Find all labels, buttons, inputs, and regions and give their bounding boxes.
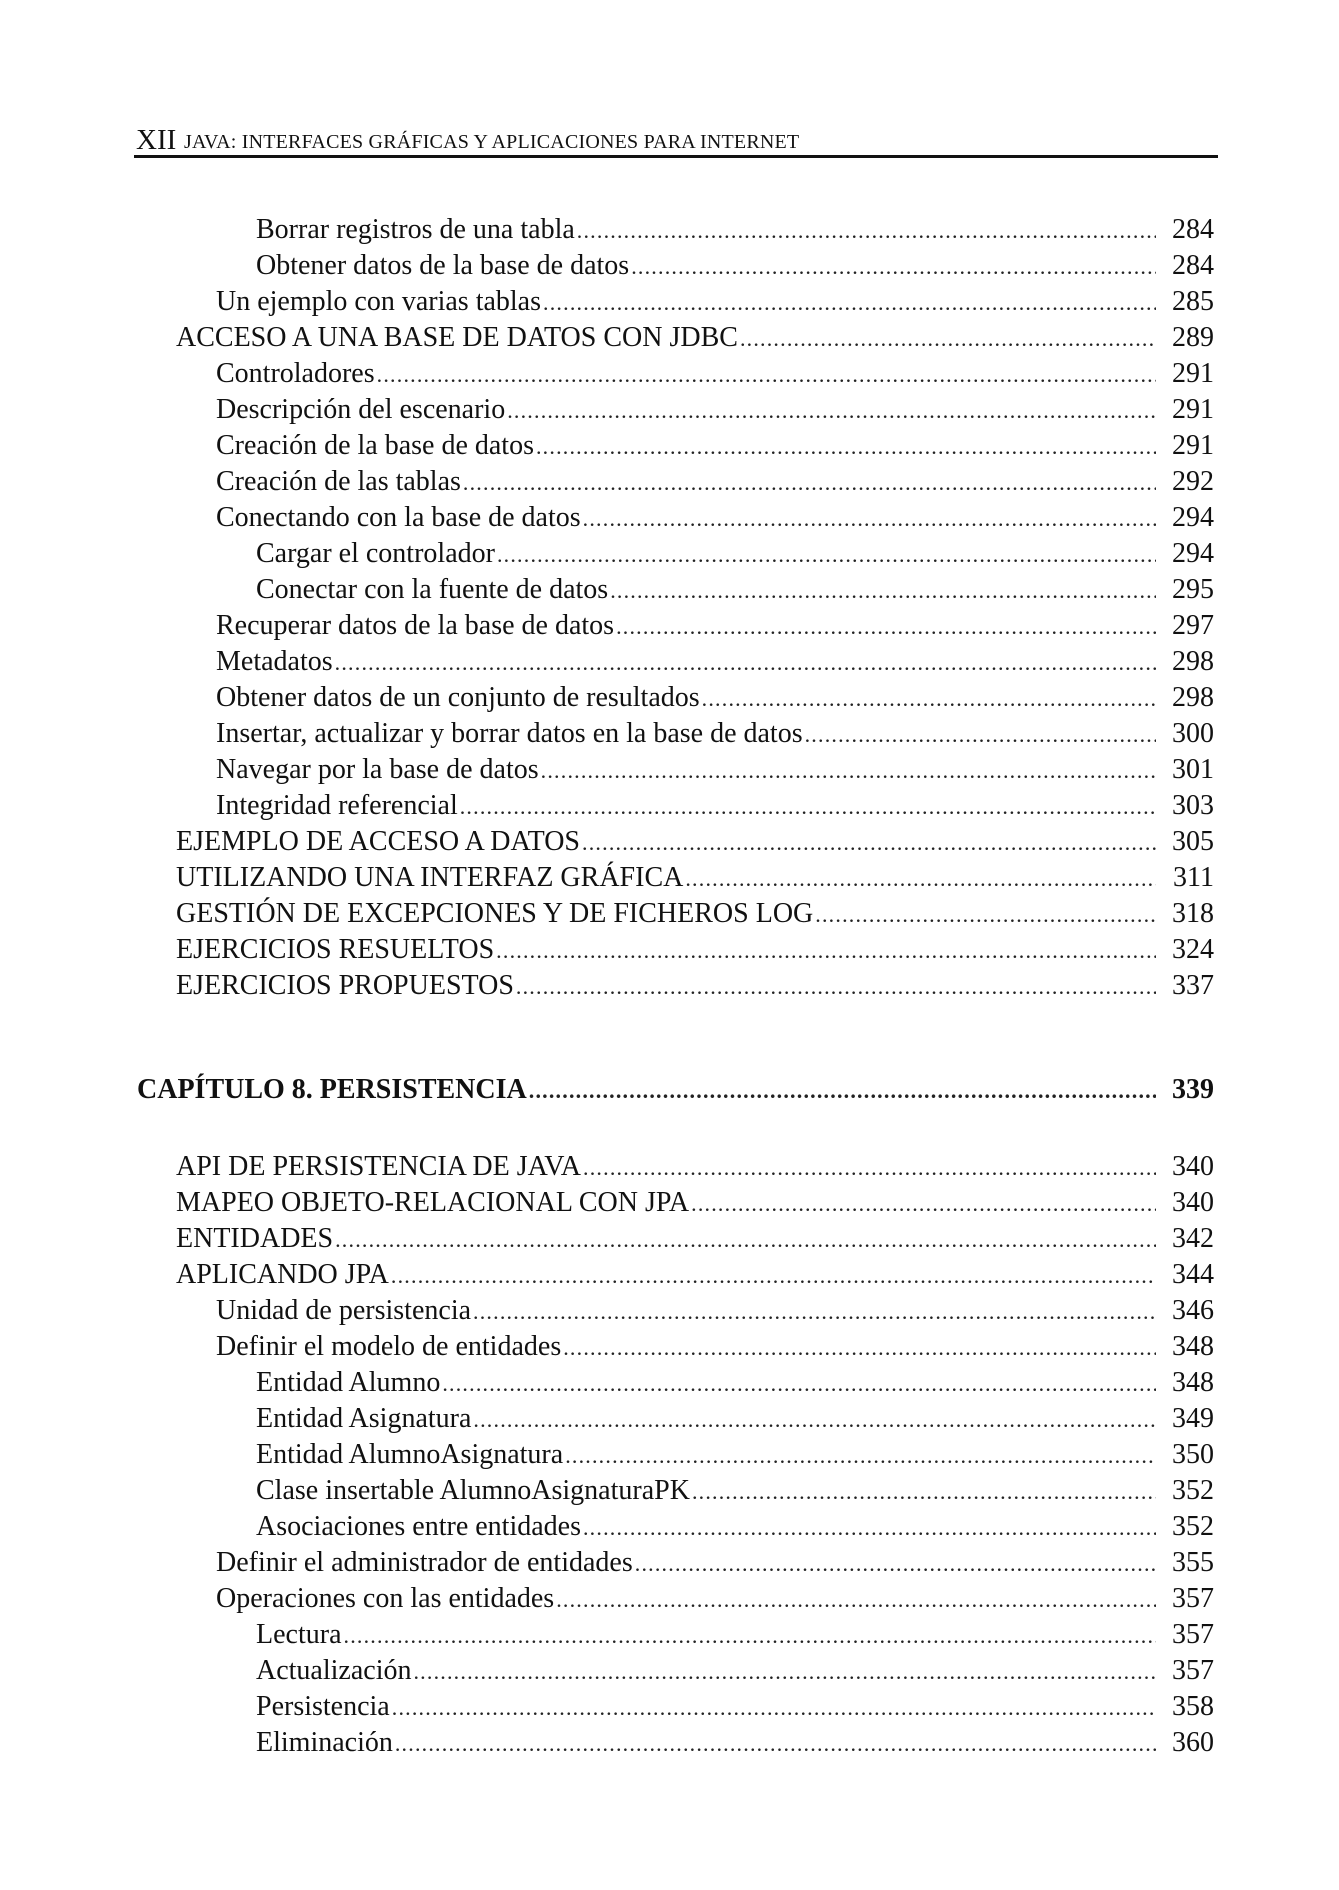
toc-entry-title: Conectar con la fuente de datos [256,574,609,605]
toc-entry-page: 292 [1172,466,1214,497]
dot-leader [577,213,1156,249]
toc-entry-page: 357 [1172,1655,1214,1686]
toc-entry-page: 358 [1172,1691,1214,1722]
toc-entry [176,1149,1214,1185]
dot-leader [536,429,1156,465]
toc-entry-page: 303 [1172,790,1214,821]
toc-entry [216,1545,1214,1581]
toc-entry-title: Metadatos [216,646,333,677]
toc-entry [216,284,1214,320]
page-number: XII [136,124,177,156]
toc-entry [176,896,1214,932]
toc-entry [216,500,1214,536]
dot-leader [563,1330,1156,1366]
toc-entry-title: Obtener datos de la base de datos [256,250,630,281]
toc-entry-title: Descripción del escenario [216,394,506,425]
toc-entry-page: 352 [1172,1475,1214,1506]
toc-entry-title: EJERCICIOS PROPUESTOS [176,970,514,1001]
toc-entry [216,1329,1214,1365]
toc-entry [256,1509,1214,1545]
toc-entry [216,716,1214,752]
toc-entry-page: 289 [1172,322,1214,353]
toc-entry-title: Navegar por la base de datos [216,754,539,785]
dot-leader [395,1726,1156,1762]
toc-entry-page: 291 [1172,394,1214,425]
toc-entry-title: Integridad referencial [216,790,458,821]
toc-entry-page: 291 [1172,358,1214,389]
toc-entry [216,752,1214,788]
toc-entry-title: Obtener datos de un conjunto de resultados [216,682,700,713]
toc-entry [176,932,1214,968]
toc-chapter-entry [137,1072,1214,1108]
toc-entry-page: 285 [1172,286,1214,317]
toc-entry-title: UTILIZANDO UNA INTERFAZ GRÁFICA [176,862,684,893]
toc-entry [216,788,1214,824]
dot-leader [692,1474,1156,1510]
toc-entry-page: 346 [1172,1295,1214,1326]
dot-leader [391,1258,1156,1294]
toc-entry [176,860,1214,896]
toc-entry [256,212,1214,248]
dot-leader [583,501,1156,537]
dot-leader [335,645,1156,681]
toc-entry-page: 352 [1172,1511,1214,1542]
toc-entry [216,608,1214,644]
toc-entry-title: Un ejemplo con varias tablas [216,286,542,317]
toc-entry [216,680,1214,716]
toc-entry-title: Definir el administrador de entidades [216,1547,633,1578]
toc-entry-title: Eliminación [256,1727,393,1758]
toc-entry-page: 284 [1172,250,1214,281]
dot-leader [344,1618,1157,1654]
toc-entry-title: Conectando con la base de datos [216,502,581,533]
toc-entry-page: 348 [1172,1367,1214,1398]
dot-leader [442,1366,1156,1402]
toc-entry-title: EJERCICIOS RESUELTOS [176,934,495,965]
dot-leader [582,825,1156,861]
dot-leader [529,1073,1156,1109]
toc-entry [176,1257,1214,1293]
dot-leader [691,1186,1156,1222]
toc-entry-title: Cargar el controlador [256,538,495,569]
toc-entry [176,320,1214,356]
toc-entry-page: 291 [1172,430,1214,461]
toc-entry-title: Operaciones con las entidades [216,1583,555,1614]
toc-entry [216,1581,1214,1617]
toc-entry-title: Recuperar datos de la base de datos [216,610,615,641]
toc-entry-title: Insertar, actualizar y borrar datos en la base de datos [216,718,803,749]
toc-entry-page: 340 [1172,1187,1214,1218]
toc-entry [256,1725,1214,1761]
dot-leader [543,285,1156,321]
toc-entry-title: CAPÍTULO 8. PERSISTENCIA [137,1074,527,1105]
toc-entry [256,1689,1214,1725]
toc-entry-page: 298 [1172,646,1214,677]
toc-entry-page: 294 [1172,538,1214,569]
toc-entry [216,644,1214,680]
toc-entry [256,248,1214,284]
toc-entry [256,1617,1214,1653]
dot-leader [413,1654,1156,1690]
dot-leader [583,1510,1156,1546]
toc-entry-page: 298 [1172,682,1214,713]
toc-entry-title: EJEMPLO DE ACCESO A DATOS [176,826,581,857]
toc-entry [256,1401,1214,1437]
toc-entry-title: ENTIDADES [176,1223,334,1254]
toc-entry-title: Entidad Asignatura [256,1403,472,1434]
toc-entry [176,968,1214,1004]
dot-leader [507,393,1156,429]
dot-leader [473,1402,1156,1438]
dot-leader [497,537,1156,573]
toc-entry [216,392,1214,428]
dot-leader [635,1546,1156,1582]
toc-entry-page: 297 [1172,610,1214,641]
dot-leader [815,897,1156,933]
dot-leader [616,609,1156,645]
toc-entry-title: GESTIÓN DE EXCEPCIONES Y DE FICHEROS LOG [176,898,814,929]
dot-leader [565,1438,1156,1474]
dot-leader [702,681,1156,717]
dot-leader [496,933,1156,969]
toc-entry [256,1437,1214,1473]
toc-entry-page: 360 [1172,1727,1214,1758]
dot-leader [473,1294,1156,1330]
toc-entry-page: 340 [1172,1151,1214,1182]
toc-entry-title: Creación de la base de datos [216,430,534,461]
dot-leader [610,573,1156,609]
toc-entry-page: 337 [1172,970,1214,1001]
toc-entry-page: 339 [1172,1074,1214,1105]
toc-entry-title: Definir el modelo de entidades [216,1331,562,1362]
toc-entry-page: 305 [1172,826,1214,857]
dot-leader [377,357,1156,393]
toc-entry-title: Borrar registros de una tabla [256,214,575,245]
dot-leader [541,753,1156,789]
dot-leader [516,969,1156,1005]
toc-entry-title: MAPEO OBJETO-RELACIONAL CON JPA [176,1187,690,1218]
toc-entry-title: API DE PERSISTENCIA DE JAVA [176,1151,582,1182]
toc-entry-page: 344 [1172,1259,1214,1290]
toc-entry-page: 311 [1173,862,1214,893]
dot-leader [556,1582,1156,1618]
toc-entry-page: 350 [1172,1439,1214,1470]
dot-leader [631,249,1156,285]
toc-entry [176,824,1214,860]
toc-entry [256,572,1214,608]
running-header [134,118,1218,158]
toc-entry-title: Persistencia [256,1691,390,1722]
toc-entry-title: Actualización [256,1655,412,1686]
toc-entry-page: 294 [1172,502,1214,533]
toc-entry-title: Creación de las tablas [216,466,461,497]
toc-entry [216,464,1214,500]
toc-entry [216,1293,1214,1329]
toc-entry-title: Entidad AlumnoAsignatura [256,1439,564,1470]
toc-entry [176,1185,1214,1221]
toc-entry-title: Controladores [216,358,375,389]
dot-leader [335,1222,1156,1258]
toc-entry-title: Asociaciones entre entidades [256,1511,581,1542]
toc-entry-page: 357 [1172,1619,1214,1650]
toc-entry-title: APLICANDO JPA [176,1259,389,1290]
toc-entry-page: 301 [1172,754,1214,785]
toc-entry-page: 284 [1172,214,1214,245]
toc-entry-page: 324 [1172,934,1214,965]
toc-entry-page: 357 [1172,1583,1214,1614]
dot-leader [392,1690,1156,1726]
toc-entry [256,1473,1214,1509]
dot-leader [805,717,1156,753]
dot-leader [740,321,1156,357]
toc-entry [256,1365,1214,1401]
book-title: JAVA: INTERFACES GRÁFICAS Y APLICACIONES PARA INTERNET [184,131,800,153]
toc-entry-title: ACCESO A UNA BASE DE DATOS CON JDBC [176,322,738,353]
toc-entry [216,428,1214,464]
toc-entry [216,356,1214,392]
toc-entry-page: 355 [1172,1547,1214,1578]
toc-entry-page: 349 [1172,1403,1214,1434]
dot-leader [463,465,1156,501]
toc-entry-title: Entidad Alumno [256,1367,441,1398]
toc-entry [256,1653,1214,1689]
toc-entry-title: Clase insertable AlumnoAsignaturaPK [256,1475,690,1506]
toc-entry [256,536,1214,572]
toc-entry [176,1221,1214,1257]
dot-leader [685,861,1156,897]
dot-leader [583,1150,1156,1186]
toc-entry-title: Unidad de persistencia [216,1295,472,1326]
toc-entry-page: 318 [1172,898,1214,929]
dot-leader [460,789,1156,825]
toc-entry-page: 342 [1172,1223,1214,1254]
toc-entry-page: 300 [1172,718,1214,749]
toc-entry-page: 295 [1172,574,1214,605]
toc-entry-page: 348 [1172,1331,1214,1362]
toc-entry-title: Lectura [256,1619,342,1650]
